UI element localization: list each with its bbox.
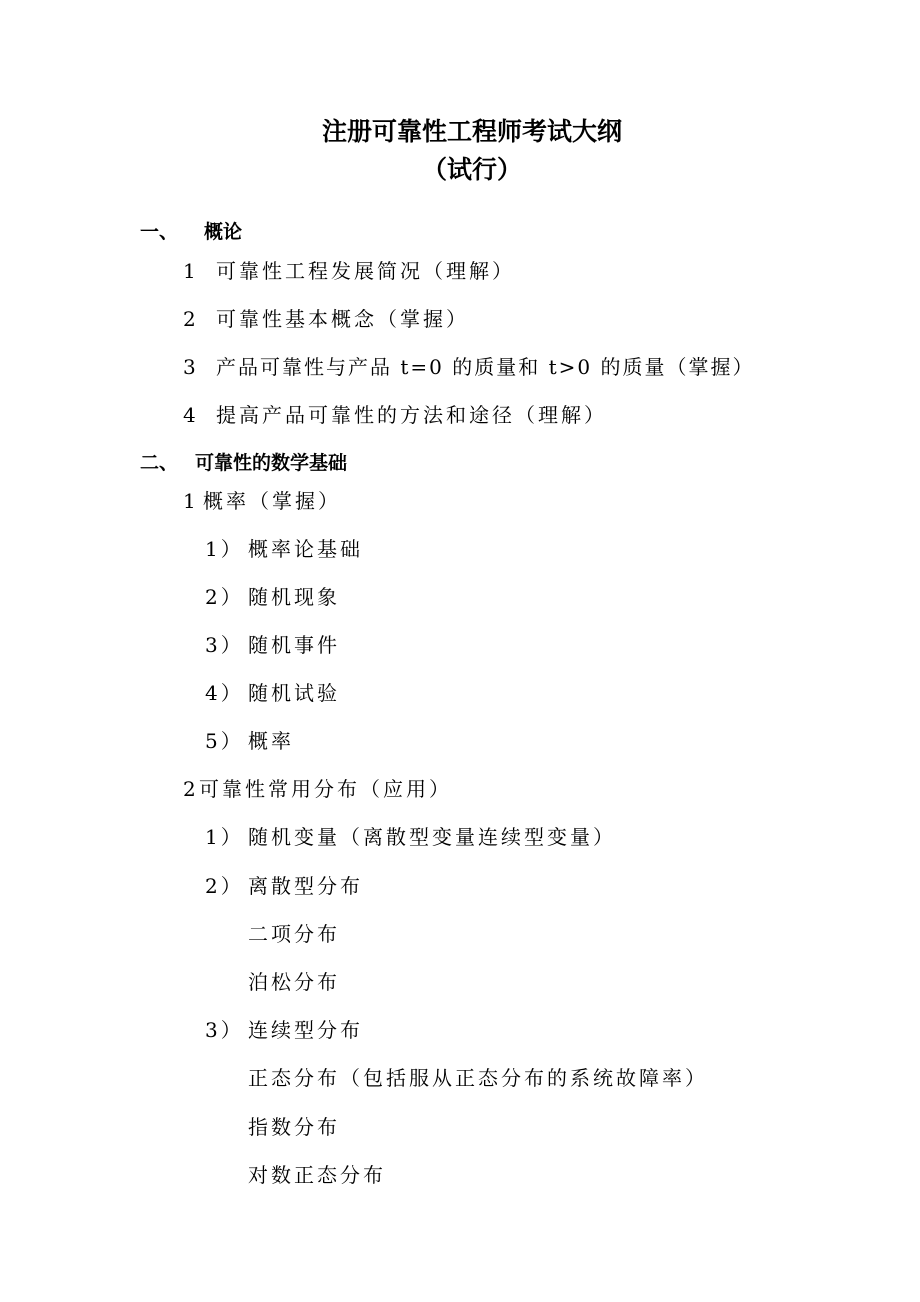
item-text: 提高产品可靠性的方法和途径（理解） [216,403,607,427]
outline-item [183,354,754,380]
item-text: 可靠性常用分布（应用） [199,777,452,801]
outline-item [183,776,452,802]
document-title: 注册可靠性工程师考试大纲 [321,117,622,146]
subitem-number: 1） [205,537,244,561]
outline-detail: 指数分布 [248,1115,340,1139]
subitem-text: 随机试验 [248,681,340,705]
subitem-text: 离散型分布 [248,874,363,898]
section-number: 二、 [140,452,179,474]
outline-item [183,488,341,514]
subitem-number: 3） [205,1018,244,1042]
item-number: 2 [183,307,199,331]
outline-subitem [205,1017,363,1043]
document-subtitle: （试行） [421,155,522,184]
subitem-text: 随机现象 [248,585,340,609]
subitem-text: 概率 [248,729,294,753]
item-number: 4 [183,403,199,427]
item-text: 概率（掌握） [203,489,341,513]
subitem-text: 概率论基础 [248,537,363,561]
item-text: 可靠性基本概念（掌握） [216,307,469,331]
outline-subitem [205,824,616,850]
subitem-number: 3） [205,633,244,657]
outline-subitem [205,728,294,754]
subitem-number: 2） [205,585,244,609]
section-title: 可靠性的数学基础 [195,452,348,474]
outline-subitem [205,680,340,706]
outline-subitem [205,584,340,610]
section-heading-1 [140,219,242,245]
subitem-number: 1） [205,825,244,849]
section-title: 概论 [204,221,243,243]
section-number: 一、 [140,221,179,243]
outline-detail: 正态分布（包括服从正态分布的系统故障率） [248,1066,708,1090]
item-text: 产品可靠性与产品 t=0 的质量和 t>0 的质量（掌握） [216,355,755,379]
outline-subitem [205,632,340,658]
item-number: 2 [183,777,199,801]
subitem-text: 随机变量（离散型变量连续型变量） [248,825,616,849]
outline-detail: 二项分布 [248,922,340,946]
subitem-number: 2） [205,874,244,898]
outline-detail: 泊松分布 [248,970,340,994]
outline-subitem [205,536,363,562]
item-text: 可靠性工程发展简况（理解） [216,259,515,283]
subitem-text: 连续型分布 [248,1018,363,1042]
item-number: 1 [183,259,199,283]
outline-item [183,306,469,332]
subitem-number: 4） [205,681,244,705]
outline-item [183,258,515,284]
subitem-text: 随机事件 [248,633,340,657]
section-heading-2 [140,450,347,476]
outline-item [183,402,607,428]
item-number: 1 [183,489,199,513]
item-number: 3 [183,355,198,379]
outline-detail: 对数正态分布 [248,1163,386,1187]
outline-subitem [205,873,363,899]
subitem-number: 5） [205,729,244,753]
